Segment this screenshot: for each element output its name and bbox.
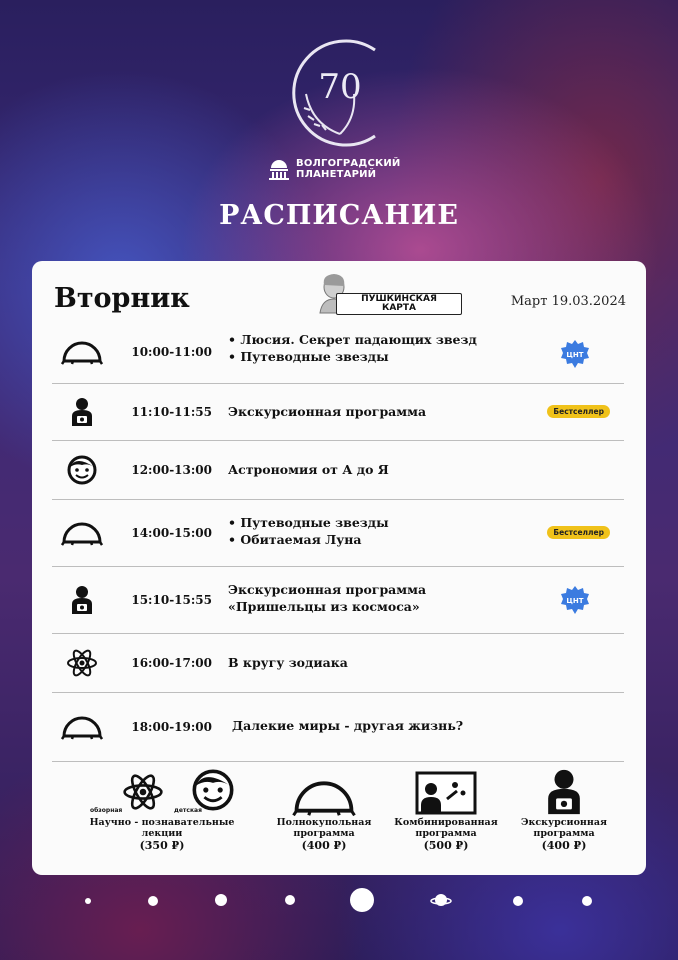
legend-item-excursion — [514, 765, 614, 853]
schedule-row — [52, 384, 624, 441]
session-title: • Обитаемая Луна — [228, 532, 362, 547]
price-legend — [52, 765, 624, 865]
pushkin-card-logo — [304, 271, 464, 317]
cnt-badge — [560, 339, 590, 369]
legend-name: Экскурсионная — [520, 817, 608, 828]
schedule-row — [52, 441, 624, 500]
brand-line-2: ПЛАНЕТАРИЙ — [296, 169, 377, 180]
session-title: • Путеводные звезды — [228, 349, 389, 364]
page-title: РАСПИСАНИЕ — [219, 200, 459, 231]
session-titles — [228, 403, 426, 420]
session-time: 18:00-19:00 — [131, 720, 212, 734]
atom-and-kid-icon — [82, 765, 242, 817]
session-time: 15:10-15:55 — [131, 593, 212, 607]
session-time: 14:00-15:00 — [131, 526, 212, 540]
schedule-row — [52, 693, 624, 762]
tag-kids: детская — [174, 807, 202, 814]
schedule-row — [52, 567, 624, 634]
legend-price: (350 ₽) — [139, 839, 185, 852]
guide-icon — [545, 767, 583, 817]
dome-icon — [60, 709, 104, 745]
planet-dot — [582, 896, 592, 906]
bestseller-badge: Бестселлер — [547, 526, 610, 539]
dome-icon — [60, 334, 104, 370]
legend-name: Научно - познавательные — [89, 817, 235, 828]
schedule-row — [52, 321, 624, 384]
session-title: Экскурсионная программа — [228, 404, 427, 419]
saturn-icon — [430, 892, 452, 908]
dome-icon — [292, 777, 356, 817]
planet-dot — [513, 896, 523, 906]
pushkin-card-line-2: КАРТА — [381, 303, 417, 313]
guide-icon — [60, 394, 104, 430]
session-titles — [228, 581, 426, 615]
session-time: 11:10-11:55 — [131, 405, 212, 419]
session-title: Далекие миры - другая жизнь? — [232, 718, 464, 733]
schedule-date: Март 19.03.2024 — [510, 294, 626, 309]
planet-dot — [148, 896, 158, 906]
sun-dot — [350, 888, 374, 912]
session-time: 12:00-13:00 — [131, 463, 212, 477]
session-title: Астрономия от А до Я — [228, 462, 389, 477]
session-titles — [228, 654, 348, 671]
legend-name: программа — [533, 828, 595, 839]
cnt-label: ЦНТ — [566, 597, 584, 605]
cnt-badge — [560, 585, 590, 615]
legend-item-lectures — [82, 765, 242, 853]
legend-name: Полнокупольная — [276, 817, 372, 828]
bestseller-badge: Бестселлер — [547, 405, 610, 418]
day-of-week: Вторник — [54, 283, 190, 314]
legend-item-fulldome — [274, 765, 374, 853]
legend-name: лекции — [141, 828, 183, 839]
session-title: В кругу зодиака — [228, 655, 348, 670]
planet-dot — [215, 894, 227, 906]
planet-dot — [285, 895, 295, 905]
kid-face-icon — [60, 452, 104, 488]
atom-icon — [60, 645, 104, 681]
session-titles — [228, 461, 389, 478]
legend-name: Комбинированная — [394, 817, 498, 828]
session-title: «Пришельцы из космоса» — [228, 599, 420, 614]
session-titles — [228, 331, 477, 365]
legend-price: (400 ₽) — [541, 839, 587, 852]
session-titles — [228, 514, 389, 548]
presentation-icon — [415, 771, 477, 817]
cnt-label: ЦНТ — [566, 351, 584, 359]
guide-icon — [60, 582, 104, 618]
session-title: • Люсия. Секрет падающих звезд — [228, 332, 477, 347]
legend-name: программа — [415, 828, 477, 839]
brand-line-1: ВОЛГОГРАДСКИЙ — [296, 158, 401, 169]
session-title: Экскурсионная программа — [228, 582, 427, 597]
legend-price: (500 ₽) — [423, 839, 469, 852]
schedule-list — [52, 321, 624, 762]
atom-icon — [122, 771, 164, 813]
schedule-row — [52, 500, 624, 567]
legend-price: (400 ₽) — [301, 839, 347, 852]
planetarium-brand — [268, 152, 418, 186]
session-time: 10:00-11:00 — [131, 345, 212, 359]
planet-dot — [85, 898, 91, 904]
session-title: • Путеводные звезды — [228, 515, 389, 530]
dome-icon — [60, 515, 104, 551]
logo-number: 70 — [318, 67, 362, 107]
schedule-row — [52, 634, 624, 693]
schedule-card — [32, 261, 646, 875]
planetarium-building-icon — [268, 157, 290, 181]
legend-name: программа — [293, 828, 355, 839]
tag-overview: обзорная — [90, 807, 123, 814]
planet-dots-decoration — [0, 880, 678, 920]
session-time: 16:00-17:00 — [131, 656, 212, 670]
pushkin-card-line-1: ПУШКИНСКАЯ — [361, 294, 437, 304]
session-titles — [232, 717, 463, 734]
legend-item-combined — [388, 765, 504, 853]
